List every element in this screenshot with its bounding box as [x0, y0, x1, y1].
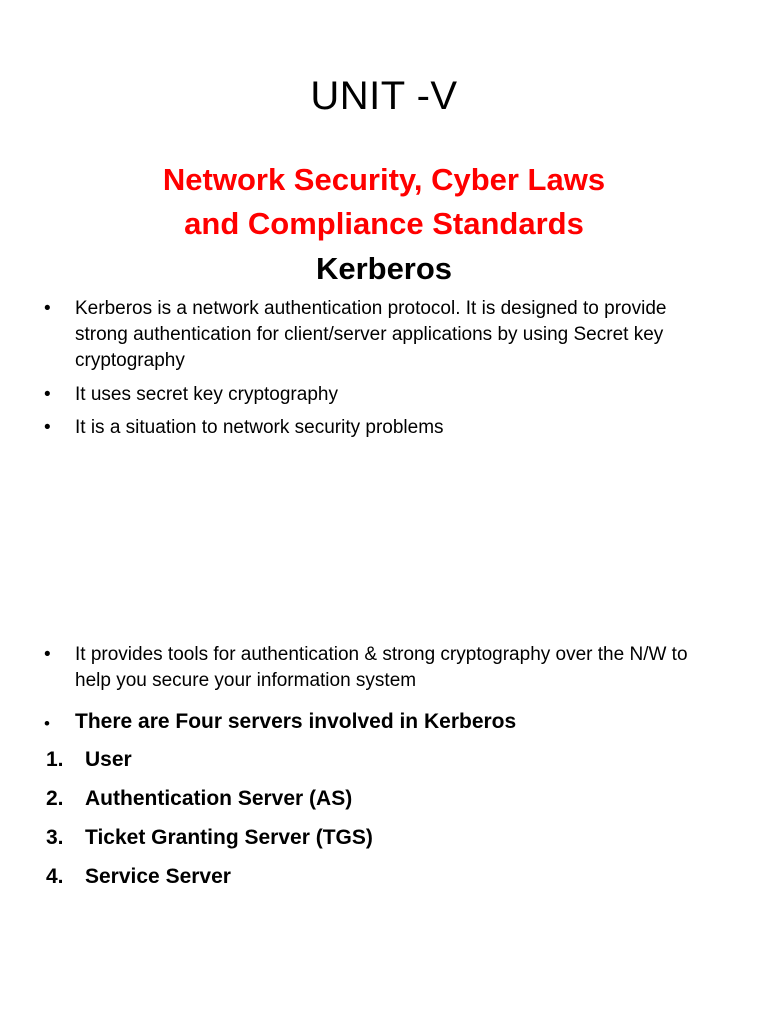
bullet-marker: • — [44, 298, 51, 319]
numbered-item-authentication-server — [46, 785, 686, 813]
bullet-item — [44, 709, 715, 735]
bullet-item — [44, 382, 715, 408]
item-label: Authentication Server (AS) — [85, 787, 353, 810]
bullet-item — [44, 415, 715, 441]
item-number: 2. — [46, 787, 64, 810]
subtitle-line-2: and Compliance Standards — [184, 206, 584, 241]
numbered-item-service-server — [46, 863, 686, 891]
page-title: UNIT -V — [310, 74, 458, 118]
bullet-item — [44, 296, 715, 374]
bullet-marker: • — [44, 644, 51, 665]
topic-heading: Kerberos — [315, 251, 453, 286]
item-number: 1. — [46, 748, 64, 771]
item-number: 4. — [46, 865, 64, 888]
bullet-text: It is a situation to network security problems — [75, 417, 444, 438]
bullet-text: Kerberos is a network authentication protocol. It is designed to provide strong authentication for client/server applications by using Secret key cryptography — [75, 298, 667, 371]
item-label: Ticket Granting Server (TGS) — [85, 826, 373, 849]
bullet-text: It provides tools for authentication & strong cryptography over the N/W to help you secure your information system — [75, 644, 688, 691]
bullet-marker: • — [44, 417, 51, 438]
subtitle-line-1: Network Security, Cyber Laws — [162, 162, 606, 197]
numbered-item-ticket-granting-server — [46, 824, 686, 852]
bullet-marker: • — [44, 384, 51, 405]
bullet-item — [44, 642, 715, 694]
item-label: Service Server — [85, 865, 231, 888]
subtitle — [0, 158, 768, 246]
bullet-text: There are Four servers involved in Kerberos — [75, 710, 517, 733]
bullet-marker: • — [44, 714, 50, 733]
item-label: User — [85, 748, 132, 771]
numbered-item-user — [46, 746, 686, 774]
item-number: 3. — [46, 826, 64, 849]
bullet-text: It uses secret key cryptography — [75, 384, 338, 405]
